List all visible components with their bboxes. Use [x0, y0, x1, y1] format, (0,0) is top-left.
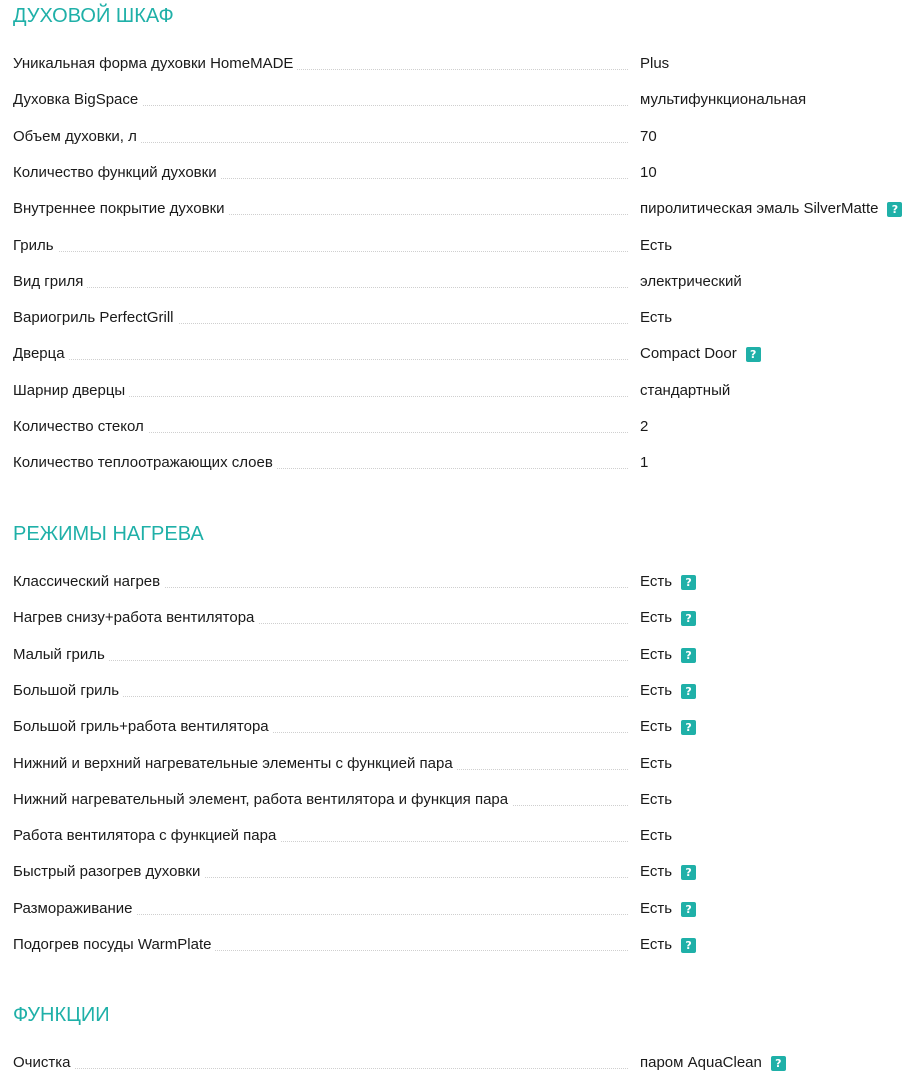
spec-value [640, 752, 672, 776]
spec-value [640, 860, 696, 884]
spec-label: Вид гриля [13, 270, 87, 294]
spec-row [13, 379, 918, 403]
dotted-leader [13, 359, 628, 360]
spec-label: Большой гриль [13, 679, 123, 703]
help-icon[interactable]: ? [887, 202, 902, 217]
spec-label: Размораживание [13, 897, 136, 921]
spec-label: Шарнир дверцы [13, 379, 129, 403]
spec-row [13, 52, 918, 76]
spec-row [13, 197, 918, 221]
spec-value-text: Есть [640, 936, 673, 953]
spec-row [13, 306, 918, 330]
spec-value-text: Есть [640, 309, 673, 326]
spec-value-text: Есть [640, 573, 673, 590]
spec-value [640, 451, 648, 475]
spec-row [13, 415, 918, 439]
spec-label: Количество функций духовки [13, 161, 221, 185]
spec-value [640, 1051, 786, 1075]
spec-label: Гриль [13, 234, 58, 258]
spec-value [640, 570, 696, 594]
spec-label: Объем духовки, л [13, 125, 141, 149]
spec-value-text: стандартный [640, 382, 731, 399]
spec-value [640, 824, 672, 848]
help-icon[interactable]: ? [681, 611, 696, 626]
spec-value-text: 2 [640, 418, 649, 435]
spec-label: Большой гриль+работа вентилятора [13, 715, 273, 739]
spec-label: Духовка BigSpace [13, 88, 142, 112]
spec-label: Внутреннее покрытие духовки [13, 197, 229, 221]
spec-value [640, 161, 657, 185]
spec-row [13, 606, 918, 630]
spec-value [640, 306, 672, 330]
spec-value-text: электрический [640, 273, 742, 290]
spec-value [640, 125, 657, 149]
help-icon[interactable]: ? [771, 1056, 786, 1071]
spec-row [13, 752, 918, 776]
spec-label: Нагрев снизу+работа вентилятора [13, 606, 258, 630]
spec-value-text: пиролитическая эмаль SilverMatte [640, 200, 879, 217]
spec-row [13, 342, 918, 366]
spec-label: Подогрев посуды WarmPlate [13, 933, 215, 957]
spec-value-text: Есть [640, 609, 673, 626]
help-icon[interactable]: ? [681, 575, 696, 590]
spec-value-text: Есть [640, 827, 673, 844]
spec-value [640, 643, 696, 667]
spec-label: Классический нагрев [13, 570, 164, 594]
spec-value-text: Есть [640, 900, 673, 917]
spec-row [13, 1051, 918, 1075]
spec-value-text: 1 [640, 454, 649, 471]
spec-label: Нижний и верхний нагревательные элементы с функцией пара [13, 752, 457, 776]
spec-row [13, 679, 918, 703]
spec-label: Количество теплоотражающих слоев [13, 451, 277, 475]
spec-value [640, 52, 669, 76]
spec-value [640, 88, 806, 112]
spec-row [13, 824, 918, 848]
spec-value [640, 788, 672, 812]
spec-value-text: паром AquaClean [640, 1054, 762, 1071]
spec-value-text: Plus [640, 55, 670, 72]
spec-value [640, 379, 730, 403]
spec-value [640, 342, 761, 366]
spec-value [640, 415, 648, 439]
spec-value [640, 270, 742, 294]
spec-value-text: Есть [640, 755, 673, 772]
spec-value-text: Есть [640, 237, 673, 254]
spec-value [640, 933, 696, 957]
spec-row [13, 161, 918, 185]
spec-value [640, 606, 696, 630]
help-icon[interactable]: ? [681, 938, 696, 953]
spec-row [13, 125, 918, 149]
spec-row [13, 234, 918, 258]
help-icon[interactable]: ? [681, 720, 696, 735]
spec-value [640, 197, 902, 221]
spec-row [13, 451, 918, 475]
help-icon[interactable]: ? [681, 865, 696, 880]
spec-value-text: Есть [640, 646, 673, 663]
spec-row [13, 715, 918, 739]
help-icon[interactable]: ? [681, 684, 696, 699]
spec-row [13, 88, 918, 112]
spec-value-text: Есть [640, 863, 673, 880]
dotted-leader [13, 287, 628, 288]
spec-label: Очистка [13, 1051, 74, 1075]
spec-value-text: Есть [640, 682, 673, 699]
spec-row [13, 860, 918, 884]
spec-value-text: Есть [640, 718, 673, 735]
spec-label: Количество стекол [13, 415, 148, 439]
spec-value-text: 70 [640, 128, 657, 145]
spec-row [13, 570, 918, 594]
spec-row [13, 933, 918, 957]
help-icon[interactable]: ? [746, 347, 761, 362]
spec-label: Дверца [13, 342, 69, 366]
dotted-leader [13, 251, 628, 252]
spec-label: Вариогриль PerfectGrill [13, 306, 178, 330]
spec-row [13, 897, 918, 921]
spec-value-text: Есть [640, 791, 673, 808]
spec-row [13, 643, 918, 667]
section-title: РЕЖИМЫ НАГРЕВА [13, 523, 204, 545]
section-title: ДУХОВОЙ ШКАФ [13, 5, 174, 27]
spec-row [13, 270, 918, 294]
spec-row [13, 788, 918, 812]
spec-value-text: мультифункциональная [640, 91, 807, 108]
spec-value [640, 234, 672, 258]
spec-label: Нижний нагревательный элемент, работа вентилятора и функция пара [13, 788, 512, 812]
spec-value-text: Compact Door [640, 345, 737, 362]
spec-value-text: 10 [640, 164, 657, 181]
spec-label: Работа вентилятора с функцией пара [13, 824, 280, 848]
spec-label: Быстрый разогрев духовки [13, 860, 204, 884]
section-title: ФУНКЦИИ [13, 1004, 110, 1026]
spec-value [640, 897, 696, 921]
dotted-leader [13, 1068, 628, 1069]
help-icon[interactable]: ? [681, 902, 696, 917]
help-icon[interactable]: ? [681, 648, 696, 663]
spec-label: Уникальная форма духовки HomeMADE [13, 52, 297, 76]
spec-value [640, 679, 696, 703]
spec-value [640, 715, 696, 739]
spec-label: Малый гриль [13, 643, 109, 667]
